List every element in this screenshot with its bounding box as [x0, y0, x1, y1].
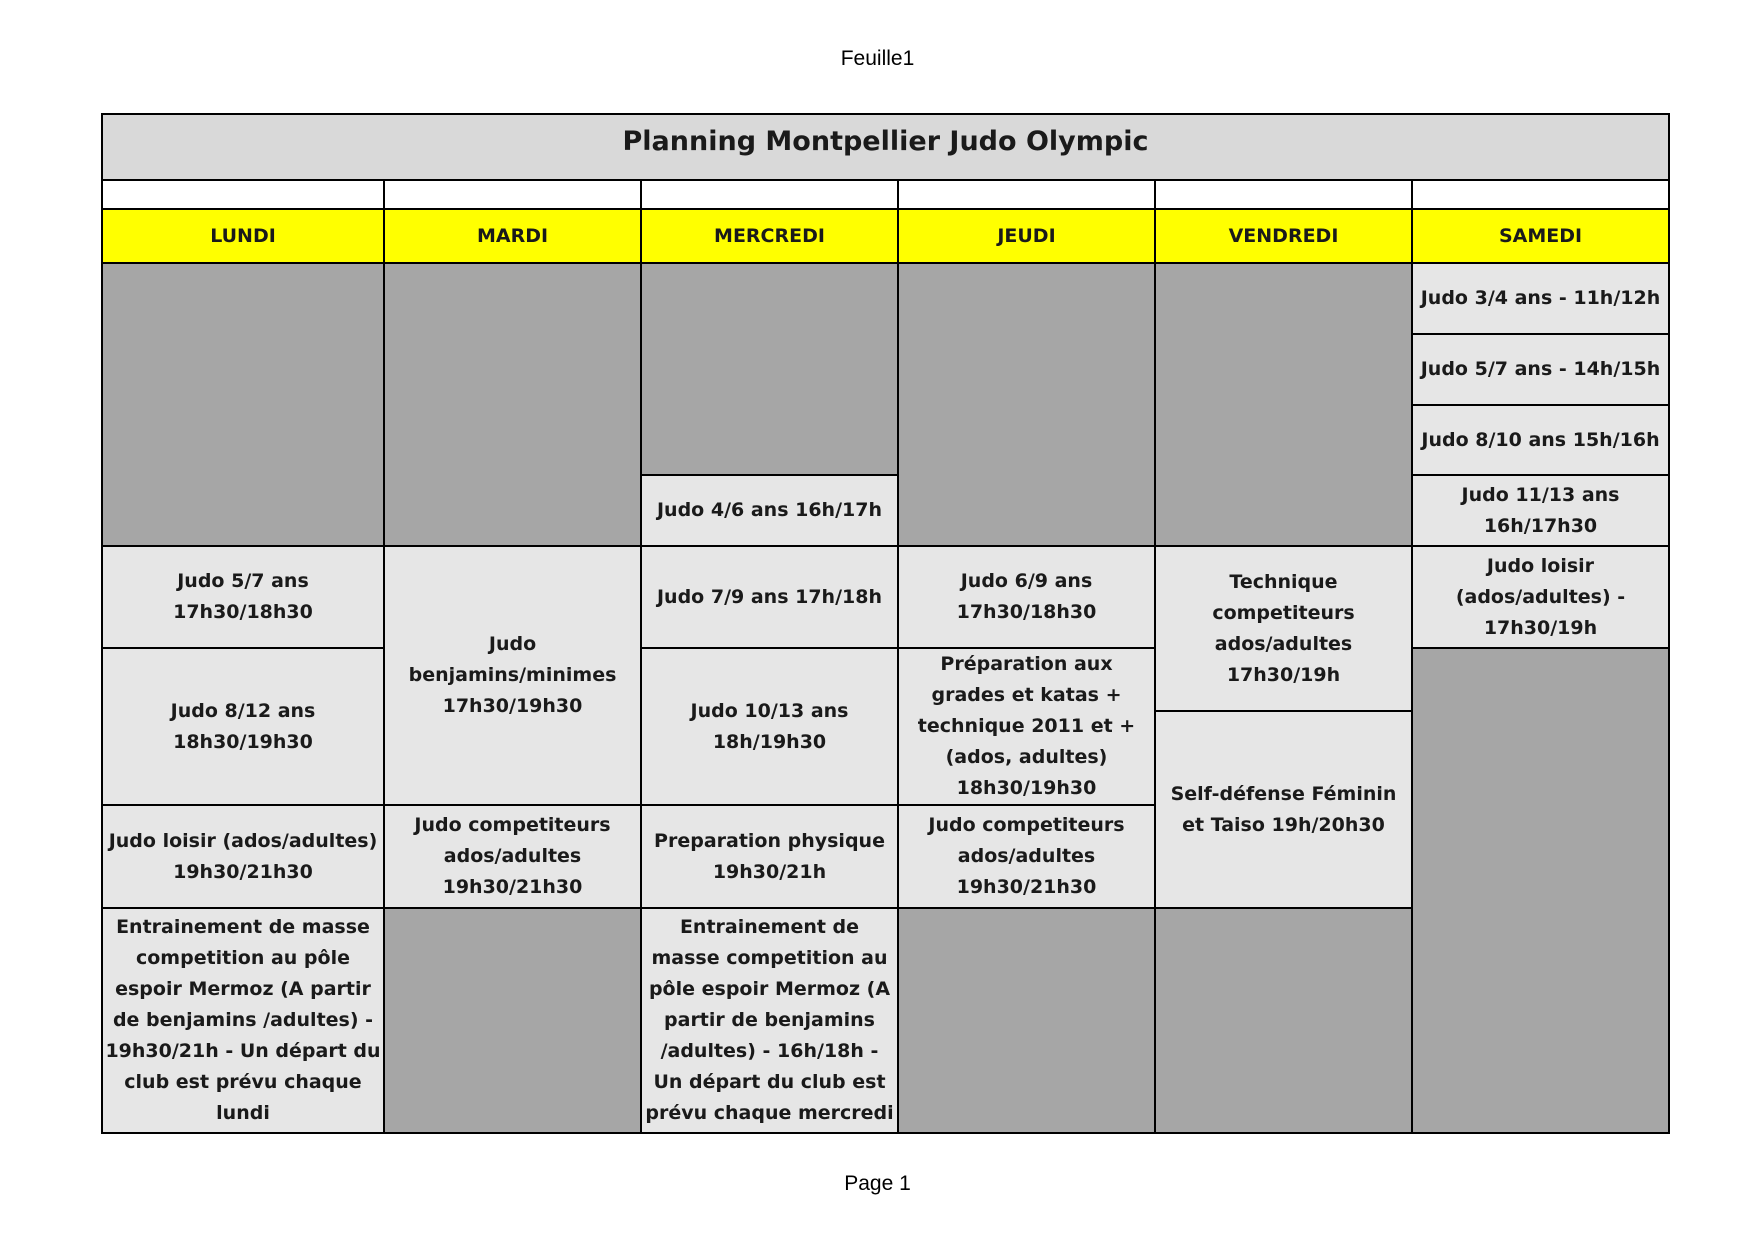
course-slot: Judo 10/13 ans 18h/19h30 — [641, 648, 898, 805]
day-header-mercredi: MERCREDI — [641, 209, 898, 263]
course-slot: Judo 5/7 ans 17h30/18h30 — [102, 546, 384, 648]
course-slot: Judo competiteurs ados/adultes 19h30/21h30 — [384, 805, 641, 908]
course-slot: Judo loisir (ados/adultes) - 17h30/19h — [1412, 546, 1669, 648]
course-slot: Préparation aux grades et katas + technique 2011 et + (ados, adultes) 18h30/19h30 — [898, 648, 1155, 805]
blank-cell — [898, 180, 1155, 209]
planning-title: Planning Montpellier Judo Olympic — [102, 114, 1669, 180]
course-slot: Preparation physique 19h30/21h — [641, 805, 898, 908]
day-header-lundi: LUNDI — [102, 209, 384, 263]
day-header-samedi: SAMEDI — [1412, 209, 1669, 263]
planning-table — [101, 113, 1670, 1134]
empty-slot — [384, 263, 641, 546]
day-header-vendredi: VENDREDI — [1155, 209, 1412, 263]
course-slot: Entrainement de masse competition au pôle espoir Mermoz (A partir de benjamins /adultes) - 16h/18h - Un départ du club est prévu chaque mercredi — [641, 908, 898, 1133]
course-slot: Technique competiteurs ados/adultes 17h30/19h — [1155, 546, 1412, 711]
page-number: Page 1 — [844, 1172, 911, 1195]
course-slot: Judo 7/9 ans 17h/18h — [641, 546, 898, 648]
empty-slot — [1155, 263, 1412, 546]
course-slot: Judo loisir (ados/adultes) 19h30/21h30 — [102, 805, 384, 908]
empty-slot — [1155, 908, 1412, 1133]
course-slot: Judo 4/6 ans 16h/17h — [641, 475, 898, 546]
course-slot: Self-défense Féminin et Taiso 19h/20h30 — [1155, 711, 1412, 908]
blank-cell — [641, 180, 898, 209]
course-slot: Judo 5/7 ans - 14h/15h — [1412, 334, 1669, 405]
empty-slot — [641, 263, 898, 475]
day-header-mardi: MARDI — [384, 209, 641, 263]
blank-cell — [384, 180, 641, 209]
course-slot: Judo 8/12 ans 18h30/19h30 — [102, 648, 384, 805]
blank-cell — [102, 180, 384, 209]
blank-cell — [1412, 180, 1669, 209]
empty-slot — [898, 908, 1155, 1133]
course-slot: Judo competiteurs ados/adultes 19h30/21h30 — [898, 805, 1155, 908]
course-slot: Judo 11/13 ans 16h/17h30 — [1412, 475, 1669, 546]
course-slot: Judo 8/10 ans 15h/16h — [1412, 405, 1669, 475]
empty-slot — [898, 263, 1155, 546]
course-slot: Judo 6/9 ans 17h30/18h30 — [898, 546, 1155, 648]
course-slot: Judo 3/4 ans - 11h/12h — [1412, 263, 1669, 334]
day-header-jeudi: JEUDI — [898, 209, 1155, 263]
course-slot: Entrainement de masse competition au pôle espoir Mermoz (A partir de benjamins /adultes) - 19h30/21h - Un départ du club est prévu chaque lundi — [102, 908, 384, 1133]
empty-slot — [384, 908, 641, 1133]
blank-cell — [1155, 180, 1412, 209]
sheet-name: Feuille1 — [840, 47, 915, 70]
empty-slot — [102, 263, 384, 546]
empty-slot — [1412, 648, 1669, 1133]
course-slot: Judo benjamins/minimes 17h30/19h30 — [384, 546, 641, 805]
